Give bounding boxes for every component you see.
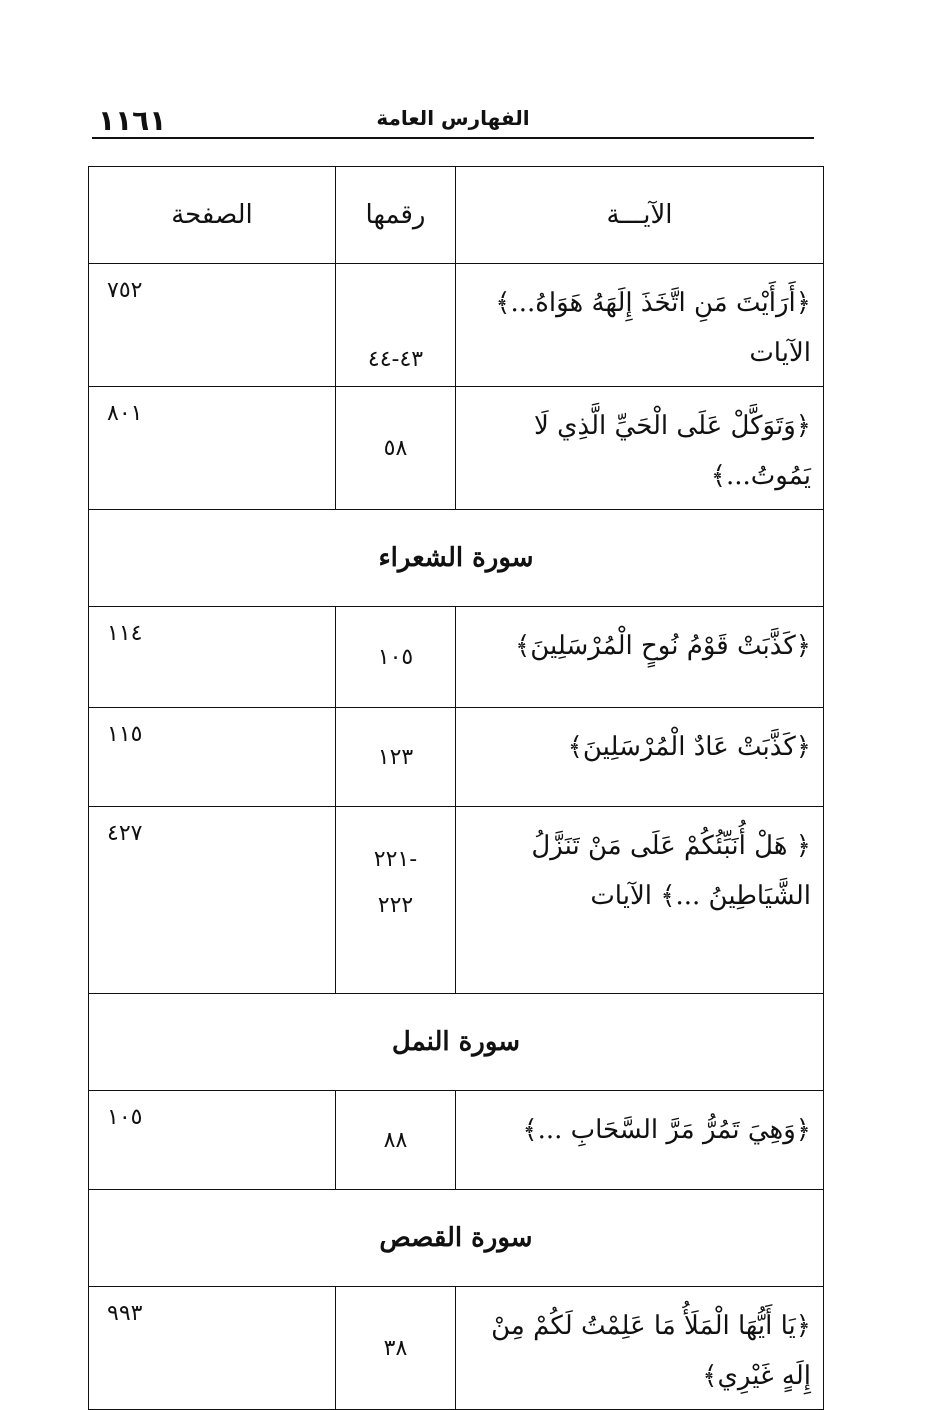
verse-number: ١٢٣ bbox=[336, 708, 456, 807]
running-title: الفهارس العامة bbox=[376, 106, 530, 130]
surah-title: سورة الشعراء bbox=[89, 510, 824, 607]
verse-number: ٥٨ bbox=[336, 387, 456, 510]
verse-text: ﴿ هَلْ أُنَبِّئُكُمْ عَلَى مَنْ تَنَزَّلُ الشَّيَاطِينُ ...﴾ الآيات bbox=[456, 807, 824, 994]
verse-number-line: ٢٢٢ bbox=[377, 893, 414, 918]
page-ref: ٩٩٣ bbox=[89, 1287, 336, 1410]
verse-number-line: -٢٢١ bbox=[373, 847, 418, 872]
verse-number: ٣٨ bbox=[336, 1287, 456, 1410]
surah-title: سورة النمل bbox=[89, 994, 824, 1091]
surah-title: سورة القصص bbox=[89, 1190, 824, 1287]
page-header bbox=[92, 100, 814, 140]
page-ref: ٧٥٢ bbox=[89, 264, 336, 387]
verse-text: ﴿وَهِيَ تَمُرُّ مَرَّ السَّحَابِ ...﴾ bbox=[456, 1091, 824, 1190]
verse-text: ﴿أَرَأَيْتَ مَنِ اتَّخَذَ إِلَهَهُ هَوَاهُ...﴾الآيات bbox=[456, 264, 824, 387]
column-header-number: رقمها bbox=[336, 167, 456, 264]
surah-heading-row bbox=[89, 1190, 824, 1287]
table-row bbox=[89, 607, 824, 708]
header-rule bbox=[92, 137, 814, 139]
verse-number bbox=[336, 807, 456, 994]
table-row bbox=[89, 807, 824, 994]
verse-number: ٤٣-٤٤ bbox=[336, 264, 456, 387]
table-row bbox=[89, 708, 824, 807]
verse-index-table bbox=[88, 166, 824, 1410]
page-ref: ٨٠١ bbox=[89, 387, 336, 510]
page-ref: ٤٢٧ bbox=[89, 807, 336, 994]
table-header-row bbox=[89, 167, 824, 264]
table-row bbox=[89, 1091, 824, 1190]
surah-heading-row bbox=[89, 510, 824, 607]
page-ref: ١٠٥ bbox=[89, 1091, 336, 1190]
column-header-page: الصفحة bbox=[89, 167, 336, 264]
page-ref: ١١٤ bbox=[89, 607, 336, 708]
verse-text: ﴿وَتَوَكَّلْ عَلَى الْحَيِّ الَّذِي لَا يَمُوتُ...﴾ bbox=[456, 387, 824, 510]
table-row bbox=[89, 1287, 824, 1410]
verse-text: ﴿كَذَّبَتْ قَوْمُ نُوحٍ الْمُرْسَلِينَ﴾ bbox=[456, 607, 824, 708]
page-ref: ١١٥ bbox=[89, 708, 336, 807]
verse-text: ﴿كَذَّبَتْ عَادٌ الْمُرْسَلِينَ﴾ bbox=[456, 708, 824, 807]
page-number: ١١٦١ bbox=[98, 104, 167, 137]
table-row bbox=[89, 387, 824, 510]
table-row bbox=[89, 264, 824, 387]
verse-text: ﴿يَا أَيُّهَا الْمَلَأُ مَا عَلِمْتُ لَكُمْ مِنْ إِلَهٍ غَيْرِي﴾ bbox=[456, 1287, 824, 1410]
verse-number: ٨٨ bbox=[336, 1091, 456, 1190]
verse-number: ١٠٥ bbox=[336, 607, 456, 708]
surah-heading-row bbox=[89, 994, 824, 1091]
column-header-verse: الآيـــة bbox=[456, 167, 824, 264]
